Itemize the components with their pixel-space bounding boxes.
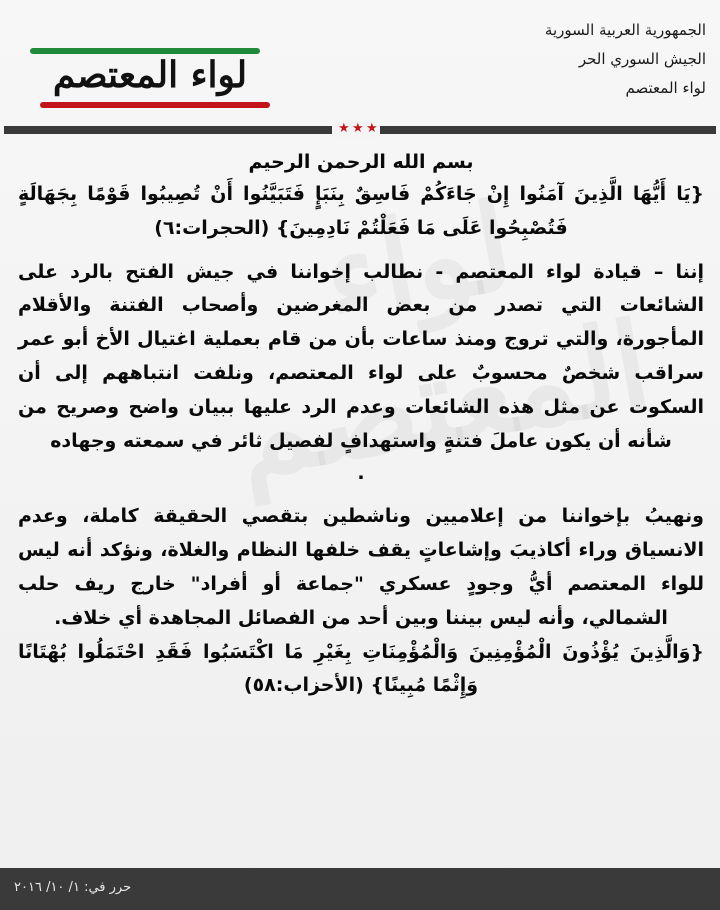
star-icon: ★ <box>352 121 364 136</box>
logo-red-stripe <box>40 102 270 108</box>
separator-dot: . <box>357 462 365 485</box>
country-name: الجمهورية العربية السورية <box>544 21 706 39</box>
brigade-logo <box>30 48 270 110</box>
quran-verse-ahzab: {وَالَّذِينَ يُؤْذُونَ الْمُؤْمِنِينَ وَالْمُؤْمِنَاتِ بِغَيْرِ مَا اكْتَسَبُوا فَقَدِ احْتَمَلُوا بُهْتَانًا وَإِثْمًا مُبِينًا} (الأحزاب:٥٨) <box>18 640 704 697</box>
organization-lines <box>545 16 706 103</box>
date-value: ١/ ١٠/ ٢٠١٦ <box>14 880 80 895</box>
letterhead <box>0 0 720 125</box>
statement-body <box>18 146 704 703</box>
date-label: حرر في: <box>84 880 132 895</box>
quran-verse-hujurat: {يَا أَيُّهَا الَّذِينَ آمَنُوا إِنْ جَاءَكُمْ فَاسِقٌ بِنَبَإٍ فَتَبَيَّنُوا أَنْ تُصِيبُوا قَوْمًا بِجَهَالَةٍ فَتُصْبِحُوا عَلَى مَا فَعَلْتُمْ نَادِمِينَ} (الحجرات:٦) <box>18 183 704 239</box>
brigade-name: لواء المعتصم <box>625 79 706 97</box>
star-icon: ★ <box>338 121 350 136</box>
basmala: بسم الله الرحمن الرحيم <box>248 151 474 173</box>
star-icon: ★ <box>366 121 378 136</box>
footer-bar <box>0 868 720 910</box>
issue-date <box>14 880 131 895</box>
logo-text: لواء المعتصم <box>52 54 248 96</box>
paragraph-demand: إننا – قيادة لواء المعتصم - نطالب إخواننا في جيش الفتح بالرد على الشائعات التي تصدر من بعض المغرضين وأصحاب الفتنة والأقلام المأجورة، والتي تروج ومنذ ساعات بأن من قام بعملية اغتيال الأخ أبو عمر سراقب شخصٌ محسوبٌ على لواء المعتصم، ونلفت انتباههم إلى أن السكوت عن مثل هذه الشائعات وعدم الرد عليها ببيان واضح وصريح من شأنه أن يكون عاملَ فتنةٍ واستهدافٍ لفصيل ثائر في سمعته وجهاده <box>18 260 704 452</box>
paragraph-appeal: ونهيبُ بإخواننا من إعلاميين وناشطين بتقصي الحقيقة كاملة، وعدم الانسياق وراء أكاذيبَ وإشاعاتٍ يقف خلفها النظام والغلاة، ونؤكد أنه ليس للواء المعتصم أيُّ وجودٍ عسكري "جماعة أو أفراد" خارج ريف حلب الشمالي، وأنه ليس بيننا وبين أحد من الفصائل المجاهدة أي خلاف. <box>18 505 704 629</box>
army-name: الجيش السوري الحر <box>578 50 706 68</box>
